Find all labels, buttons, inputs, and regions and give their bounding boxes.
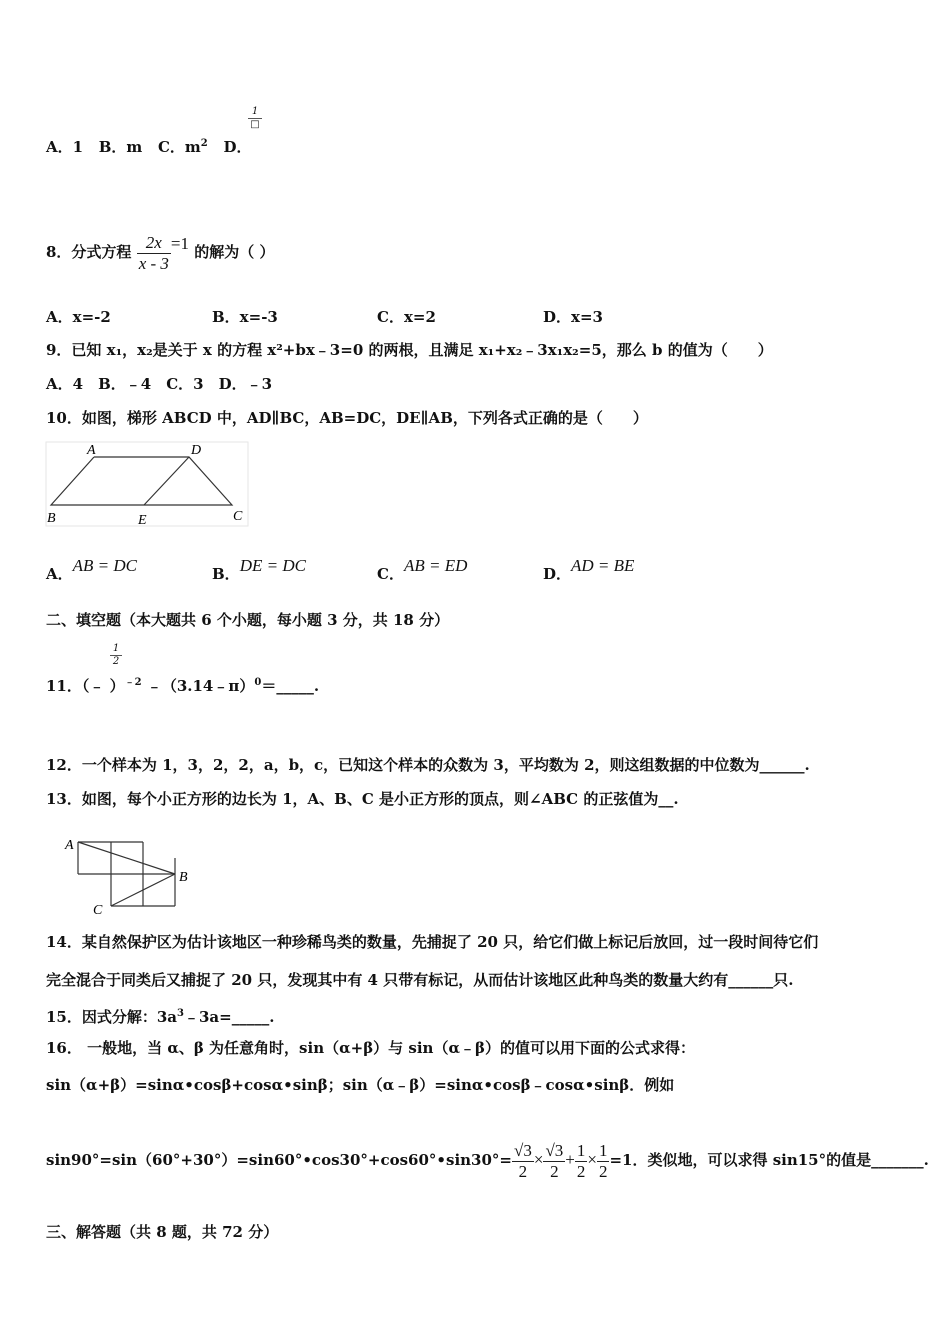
grid-label-a: A <box>65 838 74 853</box>
grid-label-c: C <box>93 903 103 916</box>
q8-fraction <box>137 233 171 274</box>
q7-option-a: A．1 <box>46 138 84 156</box>
q7-option-c-exponent: 2 <box>200 138 208 149</box>
q9-options: A．4 B．﹣4 C．3 D．﹣3 <box>46 375 273 393</box>
q8-option-d: D．x=3 <box>543 308 603 326</box>
q10-option-b-expr: DE = DC <box>239 556 306 575</box>
q11-end: ＝_____. <box>261 677 320 695</box>
q8-suffix: 的解为（ ） <box>194 243 275 261</box>
q10-option-b <box>212 556 306 584</box>
q14-line-2: 完全混合于同类后又捕捉了 20 只，发现其中有 4 只带有标记，从而估计该地区此种鸟类的数量大约有______只. <box>46 971 794 989</box>
q8-option-a: A．x=-2 <box>46 308 111 326</box>
trapezoid-outline <box>51 457 232 505</box>
q7-option-d: D． <box>223 138 252 156</box>
q10-option-d <box>543 556 634 584</box>
q8-prefix: 8．分式方程 <box>46 243 132 261</box>
q16-f3-numerator: 1 <box>576 1140 586 1160</box>
vertex-label-c: C <box>233 509 243 524</box>
q8-rhs: =1 <box>170 234 189 253</box>
q15-prefix: 15．因式分解：3a <box>46 1008 178 1026</box>
q11-exponent: ﹣2 <box>124 677 142 688</box>
q16-times-1: × <box>533 1150 544 1169</box>
q7-options <box>46 134 251 157</box>
q7-d-numerator: 1 <box>248 106 262 119</box>
q16-f4-numerator: 1 <box>598 1140 608 1160</box>
q10-option-d-expr: AD = BE <box>571 556 635 575</box>
grid-figure <box>62 832 202 916</box>
q10-option-d-letter: D． <box>543 565 572 583</box>
q14-line-1: 14．某自然保护区为估计该地区一种珍稀鸟类的数量，先捕捉了 20 只，给它们做上标记后放回，过一段时间待它们 <box>46 933 819 951</box>
q11-frac-numerator: 1 <box>110 643 122 656</box>
q11-frac-denominator: 2 <box>112 656 120 667</box>
q16-fraction-1 <box>512 1141 534 1182</box>
grid-label-b: B <box>179 870 188 885</box>
q16-f3-denominator: 2 <box>576 1161 586 1181</box>
q16-f4-denominator: 2 <box>598 1161 608 1181</box>
q10-option-a <box>46 556 137 584</box>
q11-stem <box>46 673 319 696</box>
q10-option-a-letter: A． <box>46 565 73 583</box>
trapezoid-figure-frame <box>46 442 248 526</box>
q16-f2-denominator: 2 <box>550 1161 559 1181</box>
q7-d-denominator: □ <box>250 119 260 130</box>
q16-times-2: × <box>587 1150 597 1169</box>
q7-option-d-fraction <box>248 106 262 131</box>
q10-option-c <box>377 556 467 584</box>
q13-stem: 13．如图，每个小正方形的边长为 1，A、B、C 是小正方形的顶点，则∠ABC 的正弦值为__. <box>46 790 679 808</box>
q15-rest: ﹣3a=_____. <box>184 1008 275 1026</box>
vertex-label-e: E <box>138 513 147 528</box>
q15-stem <box>46 1004 274 1027</box>
q16-f2-numerator: √3 <box>545 1140 564 1160</box>
q15-exponent: 3 <box>177 1008 184 1019</box>
q8-option-b: B．x=-3 <box>212 308 278 326</box>
section-2-heading: 二、填空题（本大题共 6 个小题，每小题 3 分，共 18 分） <box>46 611 450 629</box>
vertex-label-a: A <box>87 443 96 458</box>
q10-option-b-letter: B． <box>212 565 240 583</box>
segment-de <box>144 457 189 505</box>
q12-stem: 12．一个样本为 1，3，2，2，a，b，c，已知这个样本的众数为 3，平均数为 2，则这组数据的中位数为______. <box>46 756 810 774</box>
q11-prefix: 11．（﹣ <box>46 677 105 695</box>
section-3-heading: 三、解答题（共 8 题，共 72 分） <box>46 1223 279 1241</box>
q10-stem: 10．如图，梯形 ABCD 中，AD∥BC，AB=DC，DE∥AB，下列各式正确的是（ ） <box>46 409 648 427</box>
q16-fraction-2 <box>543 1141 565 1182</box>
q11-half-fraction <box>110 643 122 668</box>
q10-option-c-expr: AB = ED <box>403 556 468 575</box>
q9-stem: 9．已知 x₁，x₂是关于 x 的方程 x²+bx﹣3=0 的两根，且满足 x₁+x₂﹣3x₁x₂=5，那么 b 的值为（ ） <box>46 341 773 359</box>
q16-f1-numerator: √3 <box>514 1140 532 1160</box>
q8-stem <box>46 222 274 274</box>
q16-f1-denominator: 2 <box>518 1161 528 1181</box>
q10-option-a-expr: AB = DC <box>72 556 137 575</box>
segment-ab <box>78 842 175 874</box>
q16-plus: + <box>565 1150 575 1169</box>
q11-close-paren: ） <box>109 677 125 695</box>
q11-rest: ﹣（3.14﹣π） <box>146 677 255 695</box>
q16-line-1: 16． 一般地，当 α、β 为任意角时，sin（α+β）与 sin（α﹣β）的值可以用下面的公式求得： <box>46 1039 695 1057</box>
q7-option-b: B．m <box>98 138 143 156</box>
q16-fraction-4 <box>597 1141 610 1182</box>
q7-option-c: C．m <box>157 138 201 156</box>
q8-option-c: C．x=2 <box>377 308 436 326</box>
q16-line-2: sin（α+β）=sinα•cosβ+cosα•sinβ；sin（α﹣β）=sinα•cosβ﹣cosα•sinβ．例如 <box>46 1076 675 1094</box>
q16-line-3-prefix: sin90°=sin（60°+30°）=sin60°•cos30°+cos60°•sin30°= <box>46 1151 512 1169</box>
q11-exponent-zero: 0 <box>254 677 262 688</box>
q10-option-c-letter: C． <box>377 565 404 583</box>
q16-fraction-3 <box>575 1141 588 1182</box>
vertex-label-d: D <box>191 443 202 458</box>
q8-frac-denominator: x - 3 <box>138 253 169 273</box>
q8-frac-numerator: 2x <box>137 233 171 254</box>
q16-line-3 <box>46 1138 929 1182</box>
vertex-label-b: B <box>47 511 56 526</box>
q16-line-3-suffix: =1．类似地，可以求得 sin15°的值是_______. <box>609 1151 929 1169</box>
trapezoid-figure <box>44 440 250 530</box>
